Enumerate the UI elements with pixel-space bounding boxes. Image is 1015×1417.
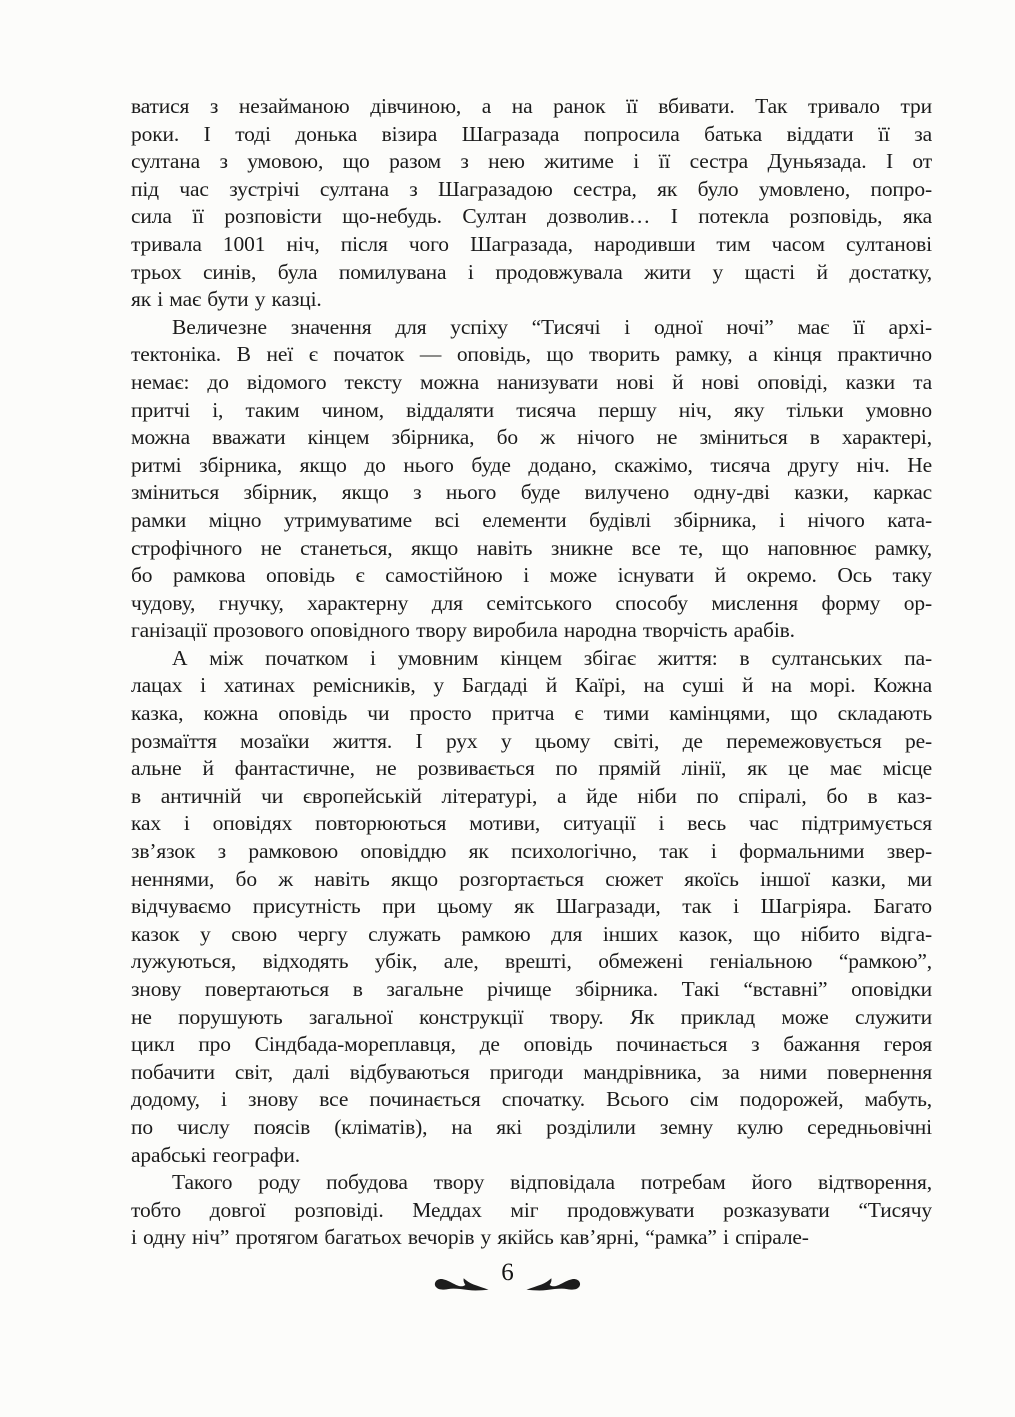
paragraph: [131, 314, 932, 645]
text-line: ритмі збірника, якщо до нього буде додано, скажімо, тисяча другу ніч. Не: [131, 452, 932, 477]
swash-flourish-right-icon: [525, 1274, 583, 1294]
swash-flourish-left-icon: [432, 1274, 490, 1294]
text-line: казок у свою чергу служать рамкою для інших казок, що нібито відга-: [131, 921, 932, 946]
text-line: цикл про Сіндбада-мореплавця, де оповідь починається з бажання героя: [131, 1032, 932, 1057]
text-line: можна вважати кінцем збірника, бо ж нічого не зміниться в характері,: [131, 425, 932, 450]
text-line: і одну ніч” протягом багатьох вечорів у якійсь кав’ярні, “рамка” і спірале-: [131, 1225, 809, 1250]
text-line: роки. І тоді донька візира Шагразада попросила батька віддати її за: [131, 121, 932, 146]
text-line: трьох синів, була помилувана і продовжувала жити у щасті й достатку,: [131, 259, 932, 284]
page-footer: [0, 1258, 1015, 1294]
text-line: султана з умовою, що разом з нею житиме і її сестра Дуньязада. І от: [131, 149, 932, 174]
text-line: тривала 1001 ніч, після чого Шагразада, народивши тим часом султанові: [131, 231, 932, 256]
text-line: зміниться збірник, якщо з нього буде вилучено одну-дві казки, каркас: [131, 480, 932, 505]
text-line: тектоніка. В неї є початок — оповідь, що творить рамку, а кінця практично: [131, 342, 932, 367]
paragraph: [131, 93, 932, 314]
text-line: під час зустрічі султана з Шагразадою сестра, як було умовлено, попро-: [131, 176, 932, 201]
text-line: сила її розповісти що-небудь. Султан дозволив… І потекла розповідь, яка: [131, 204, 932, 229]
text-line: ганізації прозового оповідного твору виробила народна творчість арабів.: [131, 618, 795, 643]
text-line: немає: до відомого тексту можна нанизувати нові й нові оповіді, казки та: [131, 369, 932, 394]
paragraph: [131, 645, 932, 1169]
text-line: розмаїття мозаїки життя. І рух у цьому світі, де перемежовується ре-: [131, 728, 932, 753]
text-line: А між початком і умовним кінцем збігає життя: в султанських па-: [172, 645, 932, 670]
text-line: казка, кожна оповідь чи просто притча є тими камінцями, що складають: [131, 701, 932, 726]
text-line: альне й фантастичне, не розвивається по прямій лінії, як це має місце: [131, 756, 932, 781]
text-line: лацах і хатинах ремісників, у Багдаді й Каїрі, на суші й на морі. Кожна: [131, 673, 932, 698]
text-line: тобто довгої розповіді. Меддах міг продовжувати розказувати “Тисячу: [131, 1197, 932, 1222]
text-line: додому, і знову все починається спочатку. Всього сім подорожей, мабуть,: [131, 1087, 932, 1112]
text-line: арабські географи.: [131, 1142, 300, 1167]
text-line: ках і оповідях повторюються мотиви, ситуації і весь час підтримується: [131, 811, 932, 836]
page-body-text: [131, 93, 932, 1252]
text-line: неннями, бо ж навіть якщо розгортається сюжет якоїсь іншої казки, ми: [131, 866, 932, 891]
text-line: по числу поясів (кліматів), на які розділили земну кулю середньовічні: [131, 1114, 932, 1139]
text-line: притчі і, таким чином, віддаляти тисяча першу ніч, яку тільки умовно: [131, 397, 932, 422]
text-line: зв’язок з рамковою оповіддю як психологічно, так і формальними звер-: [131, 839, 932, 864]
text-line: знову повертаються в загальне річище збірника. Такі “вставні” оповідки: [131, 977, 932, 1001]
text-line: чудову, гнучку, характерну для семітського способу мислення форму ор-: [131, 590, 932, 615]
text-line: ватися з незайманою дівчиною, а на ранок її вбивати. Так тривало три: [131, 94, 932, 118]
paragraph: [131, 1169, 932, 1252]
text-line: не порушують загальної конструкції твору. Як приклад може служити: [131, 1004, 932, 1029]
text-line: строфічного не станеться, якщо навіть зникне все те, що наповнює рамку,: [131, 535, 932, 560]
text-line: лужуються, відходять убік, але, врешті, обмежені геніальною “рамкою”,: [131, 949, 932, 974]
text-line: в античній чи європейській літературі, а йде ніби по спіралі, бо в каз-: [131, 783, 932, 808]
text-line: рамки міцно утримуватиме всі елементи будівлі збірника, і нічого ката-: [131, 507, 932, 532]
text-line: Такого роду побудова твору відповідала потребам його відтворення,: [172, 1170, 932, 1195]
page-number: 6: [501, 1259, 514, 1286]
text-line: Величезне значення для успіху “Тисячі і одної ночі” має її архі-: [172, 314, 932, 339]
text-line: відчуваємо присутність при цьому як Шагразади, так і Шагріяра. Багато: [131, 894, 932, 919]
text-line: бо рамкова оповідь є самостійною і може існувати й окремо. Ось таку: [131, 563, 932, 588]
text-line: як і має бути у казці.: [131, 287, 322, 312]
text-line: побачити світ, далі відбуваються пригоди мандрівника, за ними повернення: [131, 1059, 932, 1084]
